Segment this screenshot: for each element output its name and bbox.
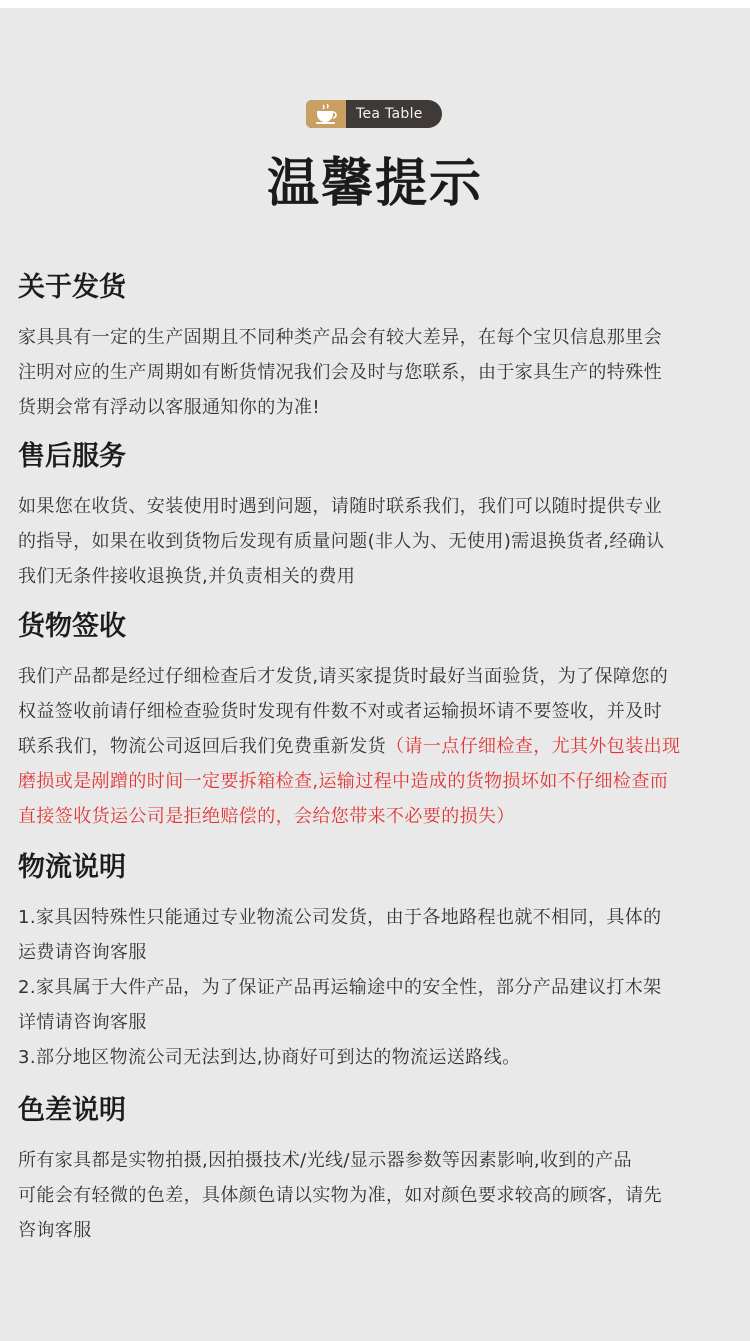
- body-line: 我们产品都是经过仔细检查后才发货,请买家提货时最好当面验货，为了保障您的: [18, 666, 669, 687]
- tea-table-badge: [306, 100, 442, 128]
- body-line: 所有家具都是实物拍摄,因拍摄技术/光线/显示器参数等因素影响,收到的产品: [18, 1150, 632, 1171]
- section-body: [18, 320, 734, 425]
- section-receipt: [18, 609, 734, 834]
- body-line-text: 联系我们，物流公司返回后我们免费重新发货: [18, 736, 386, 757]
- section-body: [18, 1143, 734, 1248]
- body-line: 详情请咨询客服: [18, 1012, 147, 1033]
- body-line: 可能会有轻微的色差，具体颜色请以实物为准，如对颜色要求较高的顾客，请先: [18, 1185, 662, 1206]
- section-body: [18, 659, 734, 834]
- body-line: 我们无条件接收退换货,并负责相关的费用: [18, 566, 356, 587]
- body-line: 3.部分地区物流公司无法到达,协商好可到达的物流运送路线。: [18, 1047, 521, 1068]
- section-heading: 售后服务: [18, 441, 126, 472]
- warning-line: 磨损或是剐蹭的时间一定要拆箱检查,运输过程中造成的货物损坏如不仔细检查而: [18, 771, 669, 792]
- badge-label: Tea Table: [356, 106, 423, 122]
- warning-text: （请一点仔细检查，尤其外包装出现: [386, 736, 681, 757]
- body-line: 货期会常有浮动以客服通知你的为准!: [18, 397, 321, 418]
- section-heading: 色差说明: [18, 1095, 126, 1126]
- body-line: 运费请咨询客服: [18, 942, 147, 963]
- body-line: 如果您在收货、安装使用时遇到问题，请随时联系我们，我们可以随时提供专业: [18, 496, 662, 517]
- coffee-cup-icon: [306, 100, 346, 128]
- body-line: 2.家具属于大件产品，为了保证产品再运输途中的安全性，部分产品建议打木架: [18, 977, 662, 998]
- content-panel: [0, 8, 750, 1341]
- section-heading: 货物签收: [18, 611, 126, 642]
- section-body: [18, 489, 734, 594]
- body-line: 的指导，如果在收到货物后发现有质量问题(非人为、无使用)需退换货者,经确认: [18, 531, 665, 552]
- body-line: 权益签收前请仔细检查验货时发现有件数不对或者运输损坏请不要签收，并及时: [18, 701, 662, 722]
- warning-line: 直接签收货运公司是拒绝赔偿的，会给您带来不必要的损失）: [18, 806, 515, 827]
- section-after-sales: [18, 439, 734, 594]
- section-logistics: [18, 850, 734, 1075]
- section-body: [18, 900, 734, 1075]
- body-line: [18, 729, 734, 764]
- body-line: 咨询客服: [18, 1220, 92, 1241]
- section-heading: 物流说明: [18, 852, 126, 883]
- section-heading: 关于发货: [18, 272, 126, 303]
- body-line: 1.家具因特殊性只能通过专业物流公司发货，由于各地路程也就不相同，具体的: [18, 907, 662, 928]
- section-color-difference: [18, 1093, 734, 1248]
- body-line: 注明对应的生产周期如有断货情况我们会及时与您联系，由于家具生产的特殊性: [18, 362, 662, 383]
- page-title: 温馨提示: [266, 154, 483, 214]
- section-shipping: [18, 270, 734, 425]
- body-line: 家具具有一定的生产固期且不同种类产品会有较大差异，在每个宝贝信息那里会: [18, 327, 662, 348]
